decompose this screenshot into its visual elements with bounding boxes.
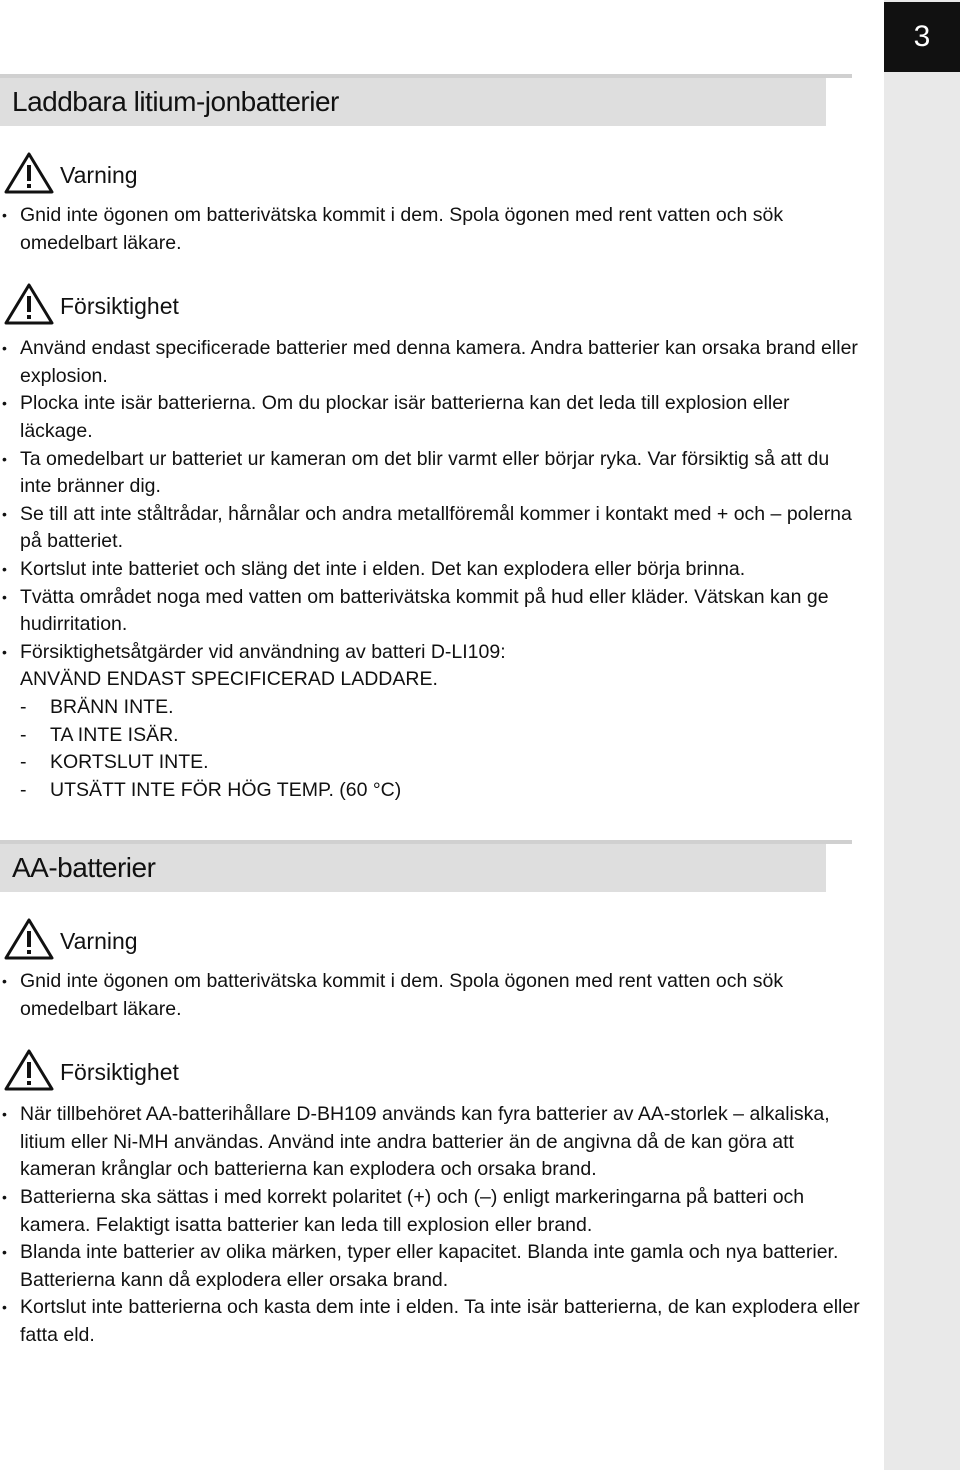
warning-triangle-icon <box>4 1049 54 1091</box>
page-number: 3 <box>913 20 931 53</box>
caution-label: Försiktighet <box>60 1059 179 1086</box>
caution-label: Försiktighet <box>60 293 179 320</box>
section-lithium-ion <box>0 74 884 804</box>
battery-note-item: • Försiktighetsåtgärder vid användning av batteri D-LI109: ANVÄND ENDAST SPECIFICERAD LADDARE. - BRÄNN INTE. - TA INTE ISÄR. - KORTSLUT INTE. - UTSÄTT INTE FÖR HÖG TEMP. (60 °C) <box>0 639 860 805</box>
list-item: • Batterierna ska sättas i med korrekt polaritet (+) och (–) enligt markeringarna på batteri och kamera. Felaktigt isatta batterier kan leda till explosion eller brand. <box>2 1185 805 1236</box>
battery-note-line: - TA INTE ISÄR. <box>20 723 179 746</box>
warning-triangle-icon <box>4 283 54 325</box>
warning-triangle-icon <box>4 918 54 960</box>
warning-label: Varning <box>60 928 138 954</box>
caution-list <box>0 335 884 804</box>
caution-heading <box>0 1049 884 1095</box>
battery-note-line: - BRÄNN INTE. <box>20 695 174 718</box>
list-item: • Använd endast specificerade batterier med denna kamera. Andra batterier kan orsaka brand eller explosion. <box>2 337 858 387</box>
battery-note-intro: Försiktighetsåtgärder vid användning av batteri D-LI109: <box>20 640 506 663</box>
list-item: • Gnid inte ögonen om batterivätska kommit i dem. Spola ögonen med rent vatten och sök omedelbart läkare. <box>2 204 784 254</box>
battery-note-line: - UTSÄTT INTE FÖR HÖG TEMP. (60 °C) <box>20 778 402 801</box>
section-header <box>0 74 884 126</box>
section-title: AA-batterier <box>12 852 156 883</box>
list-item: • Kortslut inte batterierna och kasta dem inte i elden. Ta inte isär batterierna, de kan explodera eller fatta eld. <box>2 1296 860 1346</box>
warning-heading <box>0 918 884 964</box>
warning-triangle-icon <box>4 152 54 194</box>
caution-heading <box>0 283 884 329</box>
list-item: • Gnid inte ögonen om batterivätska kommit i dem. Spola ögonen med rent vatten och sök omedelbart läkare. <box>2 970 784 1020</box>
warning-heading <box>0 152 884 198</box>
section-header <box>0 840 884 892</box>
warning-list <box>0 968 884 1023</box>
warning-list <box>0 202 884 257</box>
caution-list <box>0 1101 884 1349</box>
battery-note-line: - KORTSLUT INTE. <box>20 751 209 774</box>
section-title: Laddbara litium-jonbatterier <box>12 86 339 117</box>
list-item: • Tvätta området noga med vatten om batterivätska kommit på hud eller kläder. Vätskan kan ge hudirritation. <box>2 585 829 636</box>
section-aa-batteries <box>0 840 884 1350</box>
list-item: • Blanda inte batterier av olika märken, typer eller kapacitet. Blanda inte gamla och nya batterier. Batterierna kann då explodera eller orsaka brand. <box>2 1241 839 1291</box>
list-item: • Ta omedelbart ur batteriet ur kameran om det blir varmt eller börjar ryka. Var försiktig så att du inte bränner dig. <box>2 447 830 498</box>
page-side-strip <box>884 0 960 1470</box>
list-item: • När tillbehöret AA-batterihållare D-BH109 används kan fyra batterier av AA-storlek – alkaliska, litium eller Ni-MH användas. Använd inte andra batterier än de angivna då de kan göra att kameran krånglar och batterierna kan explodera och orsaka brand. <box>2 1103 830 1181</box>
page-number-tab <box>884 2 960 72</box>
warning-label: Varning <box>60 162 138 188</box>
list-item: • Plocka inte isär batterierna. Om du plockar isär batterierna kan det leda till explosion eller läckage. <box>2 392 790 442</box>
list-item: • Se till att inte ståltrådar, hårnålar och andra metallföremål kommer i kontakt med + och – polerna på batteriet. <box>2 502 852 553</box>
battery-note-heading: ANVÄND ENDAST SPECIFICERAD LADDARE. <box>20 668 438 691</box>
list-item: • Kortslut inte batteriet och släng det inte i elden. Det kan explodera eller börja brinna. <box>2 557 746 580</box>
